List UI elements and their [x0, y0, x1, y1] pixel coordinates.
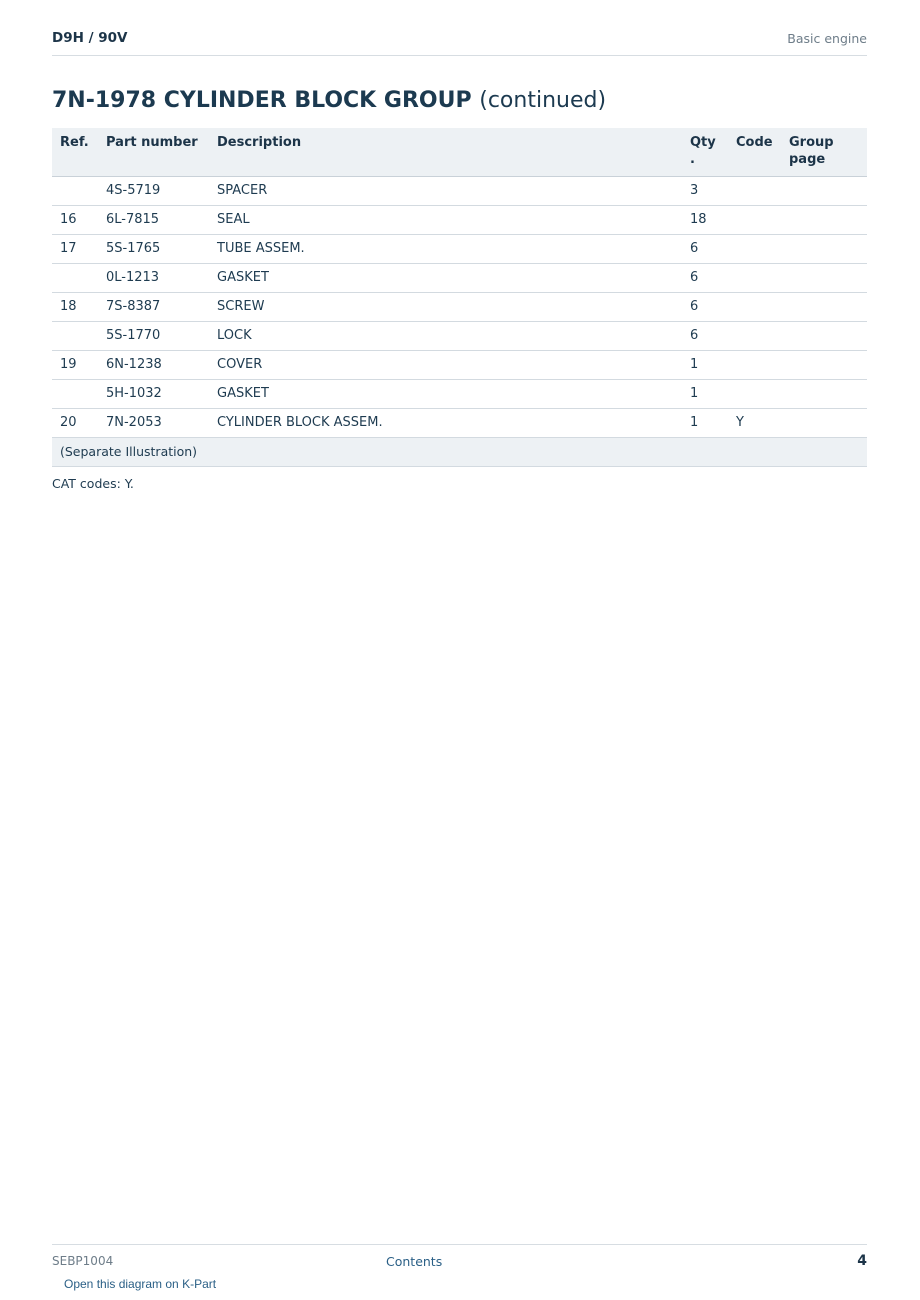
page-title: [52, 88, 606, 113]
cell-part-number: 7N-2053: [98, 409, 209, 438]
cat-codes-note: CAT codes: Y.: [52, 476, 134, 491]
parts-table-body: [52, 177, 867, 467]
page-number: 4: [857, 1253, 867, 1269]
title-suffix: (continued): [479, 88, 607, 113]
cell-part-number: 7S-8387: [98, 293, 209, 322]
cell-code: [728, 206, 781, 235]
col-header-description: Description: [209, 128, 682, 177]
cell-part-number: 6N-1238: [98, 351, 209, 380]
cell-code: Y: [728, 409, 781, 438]
cell-ref: 17: [52, 235, 98, 264]
cell-ref: 20: [52, 409, 98, 438]
cell-ref: [52, 322, 98, 351]
col-header-ref: Ref.: [52, 128, 98, 177]
cell-qty: 3: [682, 177, 728, 206]
cell-part-number: 6L-7815: [98, 206, 209, 235]
table-row: [52, 380, 867, 409]
cell-part-number: 5S-1765: [98, 235, 209, 264]
col-header-part-number: Part number: [98, 128, 209, 177]
table-row: [52, 235, 867, 264]
cell-ref: 18: [52, 293, 98, 322]
table-row: [52, 206, 867, 235]
table-row: [52, 409, 867, 438]
cell-ref: 19: [52, 351, 98, 380]
cell-group-page: [781, 264, 867, 293]
cell-ref: [52, 380, 98, 409]
table-row: [52, 264, 867, 293]
cell-description: CYLINDER BLOCK ASSEM.: [209, 409, 682, 438]
cell-description: GASKET: [209, 380, 682, 409]
table-header-row: [52, 128, 867, 177]
cell-code: [728, 351, 781, 380]
cell-ref: [52, 177, 98, 206]
page-header: [52, 28, 867, 56]
cell-qty: 6: [682, 293, 728, 322]
title-main: 7N-1978 CYLINDER BLOCK GROUP: [52, 88, 472, 113]
col-header-group-page: Group page: [781, 128, 867, 177]
cell-description: LOCK: [209, 322, 682, 351]
document-id: SEBP1004: [52, 1254, 114, 1268]
table-row: [52, 293, 867, 322]
section-label: Basic engine: [787, 31, 867, 46]
cell-qty: 18: [682, 206, 728, 235]
table-note-row: [52, 438, 867, 467]
cell-code: [728, 380, 781, 409]
cell-part-number: 5H-1032: [98, 380, 209, 409]
cell-qty: 6: [682, 235, 728, 264]
kpart-diagram-link[interactable]: Open this diagram on K-Part: [64, 1277, 217, 1291]
page-footer: [52, 1244, 867, 1275]
cell-code: [728, 264, 781, 293]
cell-description: TUBE ASSEM.: [209, 235, 682, 264]
col-header-qty: Qty .: [682, 128, 728, 177]
cell-description: COVER: [209, 351, 682, 380]
cell-group-page: [781, 380, 867, 409]
cell-qty: 1: [682, 351, 728, 380]
cell-group-page: [781, 322, 867, 351]
model-label: D9H / 90V: [52, 30, 128, 46]
parts-table: [52, 128, 867, 467]
cell-description: GASKET: [209, 264, 682, 293]
cell-group-page: [781, 177, 867, 206]
table-row: [52, 351, 867, 380]
cell-code: [728, 235, 781, 264]
cell-code: [728, 322, 781, 351]
cell-ref: 16: [52, 206, 98, 235]
cell-part-number: 5S-1770: [98, 322, 209, 351]
cell-part-number: 4S-5719: [98, 177, 209, 206]
cell-qty: 1: [682, 409, 728, 438]
cell-ref: [52, 264, 98, 293]
cell-group-page: [781, 293, 867, 322]
cell-part-number: 0L-1213: [98, 264, 209, 293]
cell-description: SCREW: [209, 293, 682, 322]
cell-code: [728, 177, 781, 206]
cell-qty: 6: [682, 264, 728, 293]
cell-group-page: [781, 351, 867, 380]
cell-qty: 1: [682, 380, 728, 409]
col-header-code: Code: [728, 128, 781, 177]
cell-qty: 6: [682, 322, 728, 351]
cell-group-page: [781, 409, 867, 438]
table-row: [52, 322, 867, 351]
separate-illustration-note: (Separate Illustration): [52, 438, 867, 467]
cell-group-page: [781, 206, 867, 235]
table-row: [52, 177, 867, 206]
cell-group-page: [781, 235, 867, 264]
cell-description: SPACER: [209, 177, 682, 206]
cell-code: [728, 293, 781, 322]
contents-link[interactable]: Contents: [386, 1254, 443, 1269]
cell-description: SEAL: [209, 206, 682, 235]
